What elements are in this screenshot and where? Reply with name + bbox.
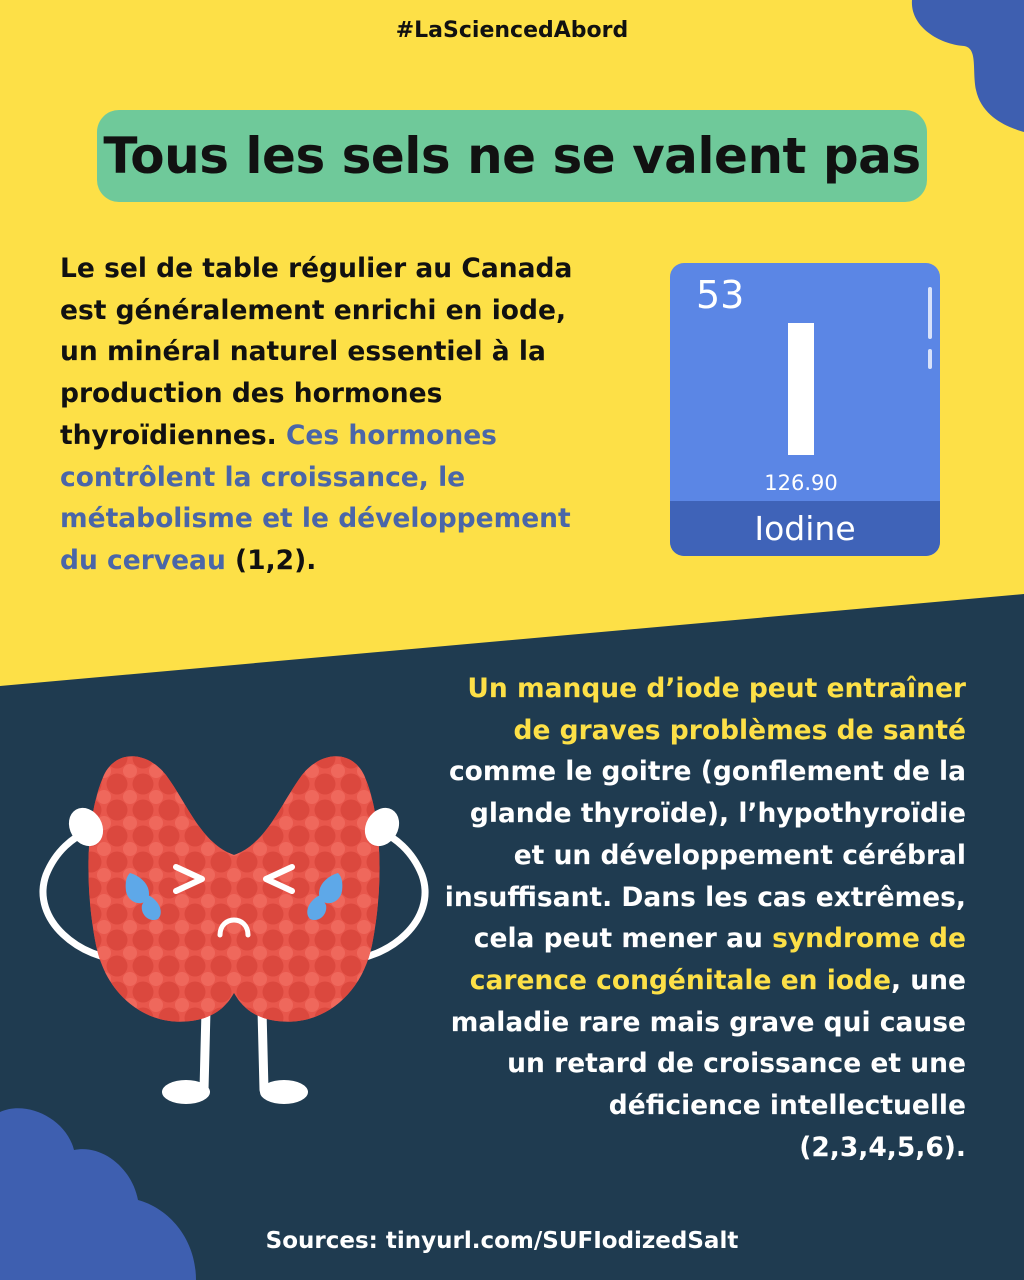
deficiency-highlight-2: syndrome de carence congénitale en iode [469, 923, 966, 996]
tile-scroll-mark [928, 349, 932, 369]
periodic-element-tile [670, 263, 940, 556]
thyroid-character-icon [26, 745, 442, 1115]
element-name: Iodine [754, 509, 856, 548]
deficiency-text-1: comme le goitre (gonflement de la glande thyroïde), l’hypothyroïdie et un développement cérébral insuffisant. Dans les cas extrêmes, cela peut mener au [444, 756, 966, 955]
intro-citation: (1,2). [225, 544, 317, 576]
intro-paragraph [60, 248, 600, 582]
title-banner [97, 110, 927, 202]
element-symbol [788, 323, 814, 455]
page-title: Tous les sels ne se valent pas [103, 127, 921, 185]
deficiency-highlight-1: Un manque d’iode peut entraîner de graves problèmes de santé [467, 673, 966, 746]
atomic-number: 53 [696, 273, 745, 317]
element-name-band [670, 501, 940, 556]
atomic-mass: 126.90 [764, 471, 838, 495]
sources-link[interactable]: Sources: tinyurl.com/SUFIodizedSalt [265, 1228, 739, 1254]
tile-scroll-mark [928, 287, 932, 339]
deficiency-paragraph [440, 668, 966, 1168]
intro-text: Le sel de table régulier au Canada est généralement enrichi en iode, un minéral naturel essentiel à la production des hormones thyroïdiennes. [60, 253, 573, 451]
hashtag: #LaSciencedAbord [395, 18, 629, 43]
deficiency-text-2: , une maladie rare mais grave qui cause un retard de croissance et une déficience intellectuelle (2,3,4,5,6). [450, 964, 966, 1163]
intro-highlight: Ces hormones contrôlent la croissance, le métabolisme et le développement du cerveau [60, 419, 571, 576]
